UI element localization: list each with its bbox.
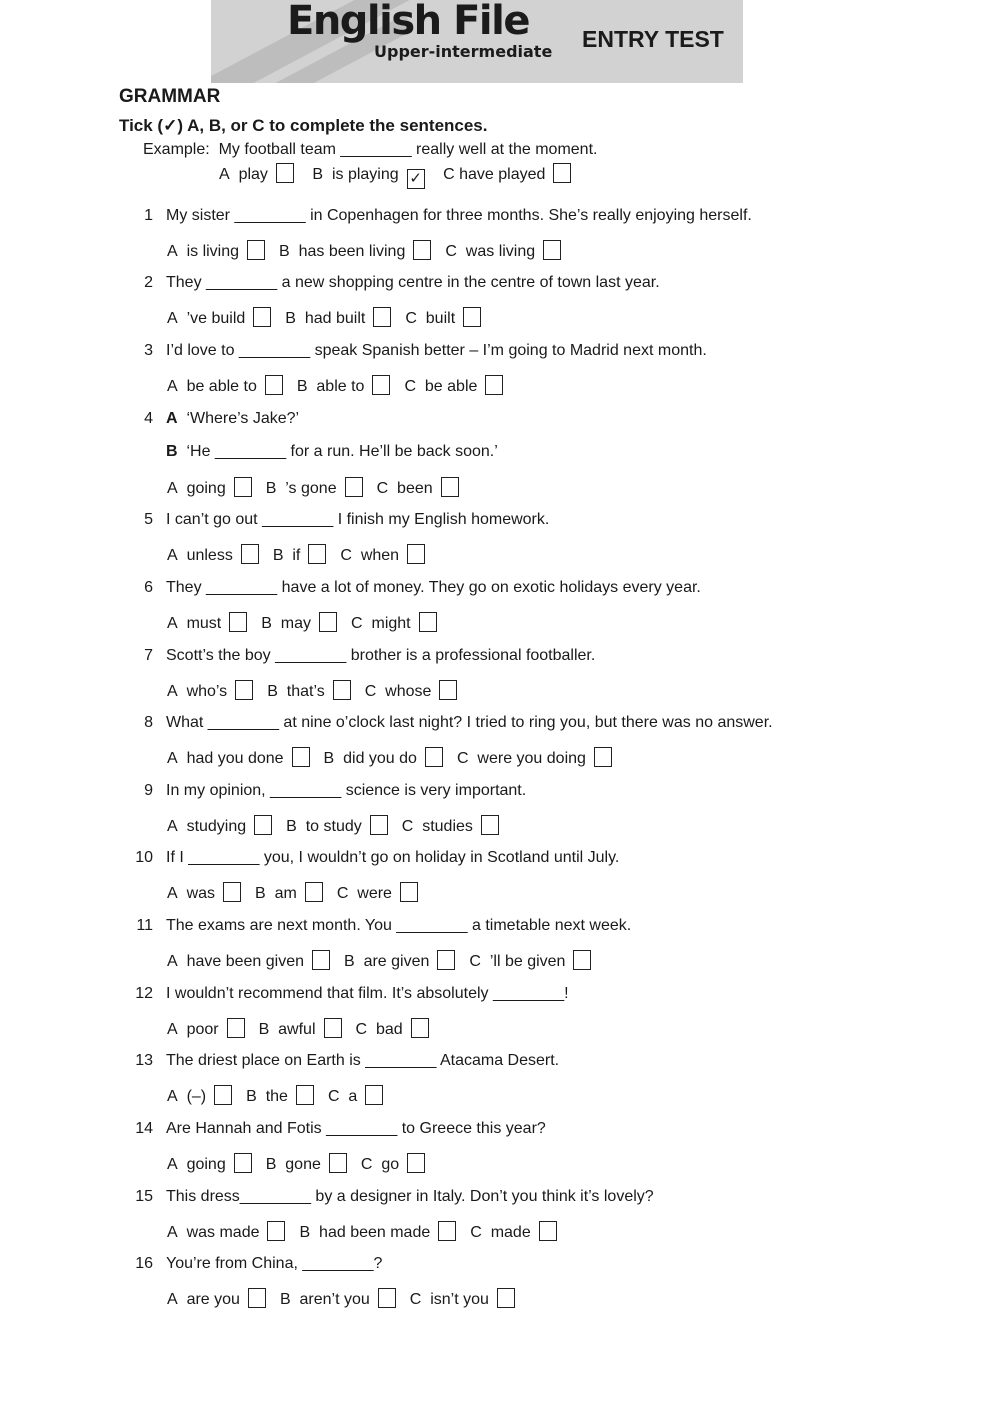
option-label-b: B to study: [286, 818, 362, 835]
question-sentence: [166, 1051, 559, 1071]
section-title: GRAMMAR: [119, 86, 221, 107]
option-checkbox-c[interactable]: [419, 612, 437, 632]
question-options: [167, 1153, 439, 1175]
question-sentence: [166, 409, 299, 429]
question-sentence: [166, 1119, 546, 1139]
sentence-text: I wouldn’t recommend that film. It’s absolutely ________!: [166, 985, 569, 1002]
option-label-a: A have been given: [167, 953, 304, 970]
example-label: Example:: [143, 141, 210, 158]
option-checkbox-c[interactable]: [365, 1085, 383, 1105]
option-checkbox-c[interactable]: [573, 950, 591, 970]
option-label-b: B gone: [265, 1156, 321, 1173]
option-checkbox-b[interactable]: [305, 882, 323, 902]
sentence-text: I can’t go out ________ I finish my English homework.: [166, 511, 550, 528]
option-checkbox-b[interactable]: [370, 815, 388, 835]
option-checkbox-b[interactable]: [296, 1085, 314, 1105]
question-number: 14: [135, 1120, 153, 1137]
option-label-a: A was made: [167, 1224, 260, 1241]
sentence-text: They ________ have a lot of money. They go on exotic holidays every year.: [166, 579, 701, 596]
test-name: ENTRY TEST: [582, 26, 724, 52]
question-options: [167, 1221, 571, 1243]
option-label-a: A was: [167, 885, 216, 902]
option-label-a: A had you done: [167, 750, 284, 767]
option-checkbox-a[interactable]: [312, 950, 330, 970]
question-options: [167, 477, 473, 499]
option-checkbox-a[interactable]: [234, 1153, 252, 1173]
option-label-c: C whose: [364, 683, 432, 700]
option-label-a: A ’ve build: [167, 310, 246, 327]
option-label-c: C studies: [401, 818, 473, 835]
option-label-c: C built: [405, 310, 456, 327]
option-label-a: A must: [167, 615, 222, 632]
option-label-c: C made: [470, 1224, 531, 1241]
option-checkbox-c[interactable]: [400, 882, 418, 902]
option-label-b: B am: [255, 885, 297, 902]
option-label-b: B the: [246, 1088, 288, 1105]
option-checkbox-c[interactable]: [543, 240, 561, 260]
option-label-c: C be able: [404, 378, 478, 395]
option-label-a: A who’s: [167, 683, 228, 700]
option-checkbox-b[interactable]: [324, 1018, 342, 1038]
option-checkbox-b[interactable]: [333, 680, 351, 700]
question-number: 10: [135, 849, 153, 866]
option-checkbox-a[interactable]: [227, 1018, 245, 1038]
option-checkbox-b[interactable]: [345, 477, 363, 497]
question-sentence: [166, 273, 660, 293]
question-number: 3: [144, 342, 153, 359]
option-label-a: A (–): [167, 1088, 207, 1105]
option-checkbox-b[interactable]: [413, 240, 431, 260]
option-label-b: B if: [272, 547, 301, 564]
question-sentence: [166, 1187, 654, 1207]
example-checkbox-a[interactable]: [276, 163, 294, 183]
question-number: 15: [135, 1188, 153, 1205]
question-sentence: [166, 341, 707, 361]
option-checkbox-b[interactable]: [373, 307, 391, 327]
brand-title: English File: [287, 0, 529, 44]
option-label-b: B did you do: [323, 750, 417, 767]
option-label-b: B had been made: [299, 1224, 431, 1241]
option-checkbox-c[interactable]: [539, 1221, 557, 1241]
example-option-c: C have played: [443, 166, 546, 183]
question-sentence: [166, 646, 595, 666]
option-label-a: A is living: [167, 243, 240, 260]
sentence-text: The exams are next month. You ________ a timetable next week.: [166, 917, 632, 934]
question-sentence: [166, 848, 619, 868]
sentence-text: In my opinion, ________ science is very important.: [166, 782, 527, 799]
option-checkbox-c[interactable]: [594, 747, 612, 767]
question-options: [167, 375, 517, 397]
question-options: [167, 680, 471, 702]
question-options: [167, 1085, 397, 1107]
option-label-b: B may: [261, 615, 312, 632]
option-label-c: C bad: [355, 1021, 403, 1038]
option-checkbox-a[interactable]: [247, 240, 265, 260]
option-checkbox-a[interactable]: [229, 612, 247, 632]
question-sentence: [166, 916, 631, 936]
option-checkbox-c[interactable]: [481, 815, 499, 835]
example-option-b: B is playing: [312, 166, 399, 183]
option-checkbox-a[interactable]: [253, 307, 271, 327]
option-checkbox-a[interactable]: [292, 747, 310, 767]
option-checkbox-b[interactable]: [308, 544, 326, 564]
question-number: 11: [136, 917, 153, 934]
option-checkbox-a[interactable]: [223, 882, 241, 902]
option-checkbox-b[interactable]: [437, 950, 455, 970]
question-number: 16: [135, 1255, 153, 1272]
option-label-a: A poor: [167, 1021, 219, 1038]
option-label-a: A are you: [167, 1291, 240, 1308]
question-number: 7: [144, 647, 153, 664]
option-label-a: A going: [167, 480, 226, 497]
question-number: 1: [144, 207, 153, 224]
option-checkbox-c[interactable]: [407, 544, 425, 564]
question-number: 4: [144, 410, 153, 427]
option-label-c: C were you doing: [456, 750, 586, 767]
question-options: [167, 240, 575, 262]
question-sentence: [166, 984, 569, 1004]
option-checkbox-c[interactable]: [439, 680, 457, 700]
question-sentence: [166, 713, 773, 733]
question-options: [167, 950, 605, 972]
sentence-text: You’re from China, ________?: [166, 1255, 383, 1272]
option-label-b: B aren’t you: [279, 1291, 370, 1308]
question-sentence: [166, 1254, 382, 1274]
sentence-text: If I ________ you, I wouldn’t go on holiday in Scotland until July.: [166, 849, 620, 866]
sentence-text: Scott’s the boy ________ brother is a professional footballer.: [166, 647, 596, 664]
sentence-text: ‘He ________ for a run. He’ll be back soon.’: [186, 443, 498, 460]
question-sentence: [166, 206, 752, 226]
sentence-text: My sister ________ in Copenhagen for three months. She’s really enjoying herself.: [166, 207, 752, 224]
example-checkbox-c[interactable]: [553, 163, 571, 183]
question-sentence: [166, 510, 549, 530]
option-checkbox-a[interactable]: [265, 375, 283, 395]
option-checkbox-a[interactable]: [234, 477, 252, 497]
option-label-b: B awful: [258, 1021, 316, 1038]
option-label-c: C was living: [445, 243, 536, 260]
question-options: [167, 612, 451, 634]
question-options: [167, 815, 513, 837]
example-checkbox-b[interactable]: ✓: [407, 169, 425, 189]
level-subtitle: Upper-intermediate: [374, 42, 553, 61]
sentence-text: This dress________ by a designer in Italy. Don’t you think it’s lovely?: [166, 1188, 654, 1205]
question-number: 2: [144, 274, 153, 291]
question-options: [167, 544, 439, 566]
option-checkbox-b[interactable]: [425, 747, 443, 767]
question-number: 6: [144, 579, 153, 596]
question-options: [167, 747, 626, 769]
sentence-text: I’d love to ________ speak Spanish better – I’m going to Madrid next month.: [166, 342, 707, 359]
option-checkbox-c[interactable]: [441, 477, 459, 497]
option-checkbox-b[interactable]: [372, 375, 390, 395]
question-sentence: [166, 578, 701, 598]
option-label-c: C a: [327, 1088, 358, 1105]
option-checkbox-b[interactable]: [378, 1288, 396, 1308]
question-options: [167, 307, 495, 329]
question-number: 8: [144, 714, 153, 731]
option-checkbox-a[interactable]: [248, 1288, 266, 1308]
option-label-c: C go: [360, 1156, 400, 1173]
option-label-c: C when: [340, 547, 400, 564]
option-checkbox-c[interactable]: [407, 1153, 425, 1173]
example-line: [143, 140, 597, 160]
option-checkbox-a[interactable]: [267, 1221, 285, 1241]
option-label-b: B has been living: [279, 243, 406, 260]
speaker-label: A: [166, 410, 178, 427]
question-number: 5: [144, 511, 153, 528]
option-checkbox-a[interactable]: [241, 544, 259, 564]
question-options: [167, 1018, 443, 1040]
option-label-c: C been: [376, 480, 433, 497]
option-checkbox-c[interactable]: [463, 307, 481, 327]
example-sentence: My football team ________ really well at the moment.: [218, 141, 598, 158]
question-options: [167, 882, 432, 904]
question-number: 9: [144, 782, 153, 799]
option-label-a: A going: [167, 1156, 226, 1173]
option-label-b: B able to: [296, 378, 365, 395]
option-label-c: C isn’t you: [409, 1291, 489, 1308]
option-label-b: B are given: [344, 953, 430, 970]
question-number: 12: [135, 985, 153, 1002]
option-label-b: B had built: [285, 310, 366, 327]
option-checkbox-c[interactable]: [411, 1018, 429, 1038]
option-checkbox-a[interactable]: [214, 1085, 232, 1105]
speaker-label: B: [166, 443, 178, 460]
option-checkbox-b[interactable]: [329, 1153, 347, 1173]
question-sentence-b: [166, 442, 498, 462]
example-option-a: A play: [219, 166, 268, 183]
option-label-c: C were: [336, 885, 392, 902]
question-options: [167, 1288, 529, 1310]
option-label-a: A be able to: [167, 378, 257, 395]
option-checkbox-b[interactable]: [438, 1221, 456, 1241]
option-label-b: B that’s: [267, 683, 325, 700]
sentence-text: ‘Where’s Jake?’: [186, 410, 300, 427]
option-label-a: A studying: [167, 818, 247, 835]
header-banner: [211, 0, 743, 83]
sentence-text: What ________ at nine o’clock last night? I tried to ring you, but there was no answer.: [166, 714, 773, 731]
option-label-a: A unless: [167, 547, 233, 564]
question-number: 13: [135, 1052, 153, 1069]
option-checkbox-c[interactable]: [485, 375, 503, 395]
option-label-c: C ’ll be given: [469, 953, 566, 970]
option-label-b: B ’s gone: [265, 480, 337, 497]
question-sentence: [166, 781, 526, 801]
instruction: Tick (✓) A, B, or C to complete the sentences.: [119, 116, 488, 135]
option-checkbox-a[interactable]: [235, 680, 253, 700]
option-label-c: C might: [351, 615, 411, 632]
option-checkbox-a[interactable]: [254, 815, 272, 835]
sentence-text: The driest place on Earth is ________ Atacama Desert.: [166, 1052, 560, 1069]
sentence-text: Are Hannah and Fotis ________ to Greece this year?: [166, 1120, 546, 1137]
option-checkbox-c[interactable]: [497, 1288, 515, 1308]
option-checkbox-b[interactable]: [319, 612, 337, 632]
example-options: [219, 163, 585, 189]
sentence-text: They ________ a new shopping centre in the centre of town last year.: [166, 274, 660, 291]
